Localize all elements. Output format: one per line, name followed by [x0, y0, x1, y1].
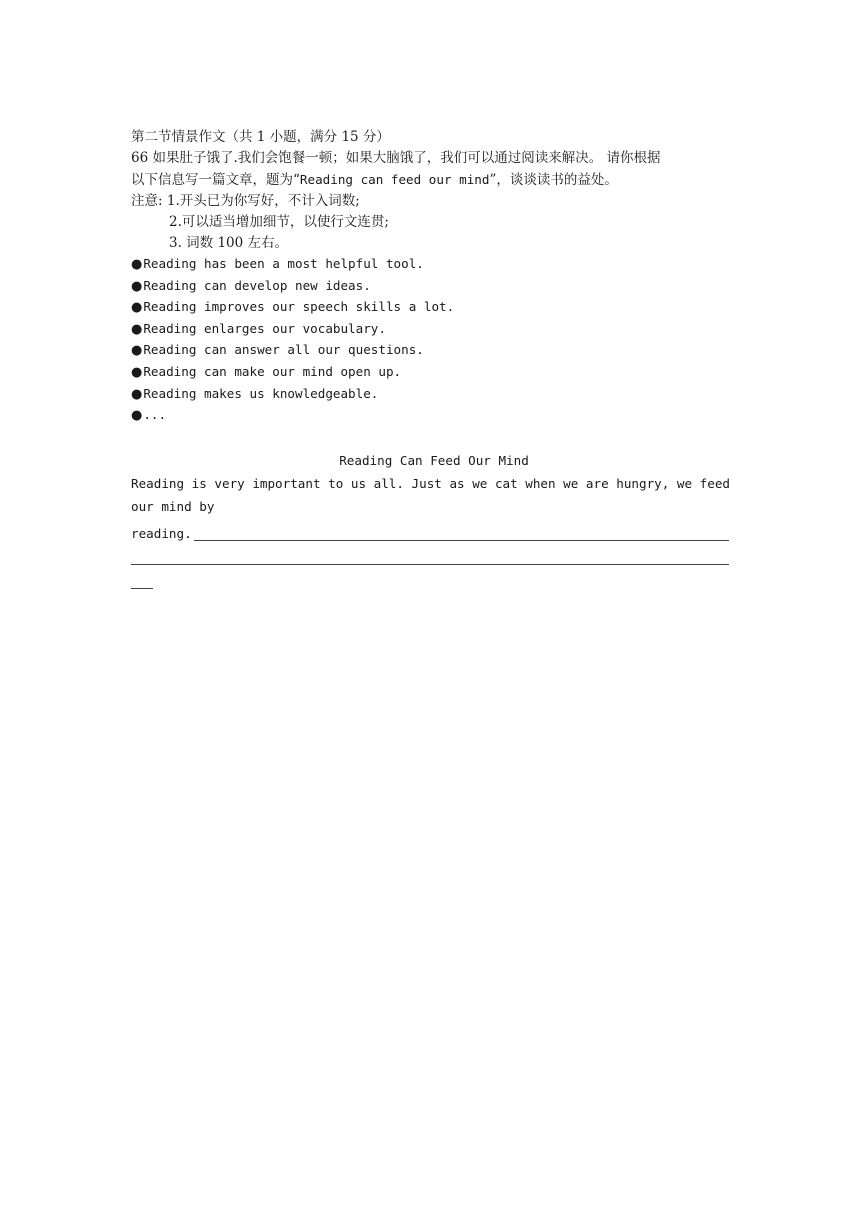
answer-line-1[interactable] [131, 518, 729, 541]
essay-title: Reading Can Feed Our Mind [339, 452, 529, 468]
essay-continuation: reading. [131, 525, 192, 541]
bullet-icon: ● [131, 257, 143, 272]
prompt-line-2-start: 以下信息写一篇文章，题为“ [131, 172, 300, 188]
prompt-line-2 [131, 169, 737, 191]
answer-blank[interactable] [194, 523, 729, 541]
bullet-icon: ● [131, 408, 143, 424]
answer-line-3[interactable] [131, 565, 153, 589]
note-1-text: 1.开头已为你写好，不计入词数; [166, 193, 360, 209]
list-item: ●Reading can develop new ideas. [131, 277, 371, 294]
list-item: ●Reading improves our speech skills a lot. [131, 299, 455, 316]
essay-opening: Reading is very important to us all. Just as we cat when we are hungry, we feed our mind by [131, 475, 730, 514]
note-2: 2.可以适当增加细节，以使行文连贯; [169, 214, 389, 230]
list-item: ●Reading has been a most helpful tool. [131, 256, 424, 272]
bullet-list [131, 254, 737, 427]
list-item: ●Reading enlarges our vocabulary. [131, 320, 386, 337]
note-3: 3. 词数 100 左右。 [169, 235, 289, 251]
bullet-icon: ● [131, 364, 143, 380]
notes-label: 注意: [131, 193, 163, 209]
bullet-icon: ● [131, 321, 143, 337]
note-1 [131, 191, 737, 212]
bullet-icon: ● [131, 278, 143, 294]
bullet-icon: ● [131, 386, 143, 402]
prompt-line-2-end: ”，谈谈读书的益处。 [489, 172, 618, 188]
bullet-icon: ● [131, 343, 143, 359]
list-item: ●... [131, 407, 167, 424]
bullet-icon: ● [131, 300, 143, 316]
document-page [131, 127, 737, 589]
prompt-essay-title: Reading can feed our mind [299, 172, 490, 187]
list-item: ●Reading makes us knowledgeable. [131, 385, 379, 402]
list-item: ●Reading can make our mind open up. [131, 363, 402, 380]
section-heading: 第二节情景作文（共 1 小题，满分 15 分） [131, 129, 390, 145]
prompt-line-1: 66 如果肚子饿了.我们会饱餐一顿；如果大脑饿了，我们可以通过阅读来解决。 请你根据 [131, 150, 661, 166]
list-item: ●Reading can answer all our questions. [131, 342, 424, 359]
answer-line-2[interactable] [131, 541, 729, 565]
